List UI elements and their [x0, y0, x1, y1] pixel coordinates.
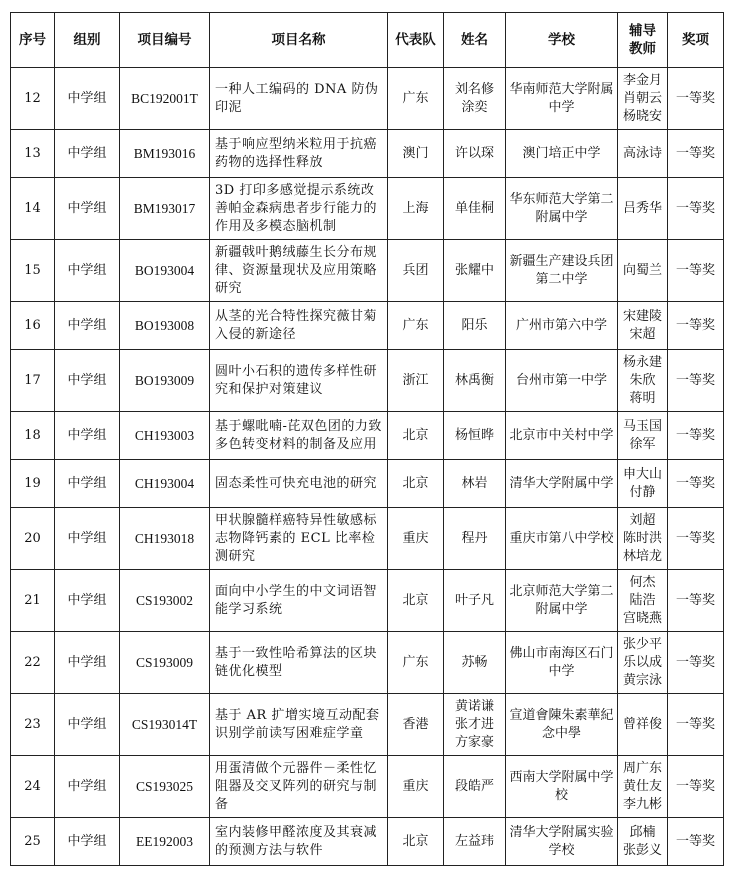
cell-group: 中学组: [55, 130, 120, 178]
cell-title: 基于一致性哈希算法的区块链优化模型: [210, 632, 388, 694]
header-teachers-line: 教师: [629, 41, 656, 57]
cell-no: 21: [11, 570, 55, 632]
cell-title: 室内装修甲醛浓度及其衰减的预测方法与软件: [210, 818, 388, 866]
teacher-name: 徐军: [629, 436, 656, 452]
teacher-name: 周广东: [622, 760, 662, 776]
cell-award: 一等奖: [668, 508, 724, 570]
cell-title: 甲状腺髓样癌特异性敏感标志物降钙素的 ECL 比率检测研究: [210, 508, 388, 570]
table-row: [11, 632, 724, 694]
cell-title: 用蛋清做个元器件－柔性忆阻器及交叉阵列的研究与制备: [210, 756, 388, 818]
cell-teachers: [618, 694, 668, 756]
cell-no: 22: [11, 632, 55, 694]
cell-group: 中学组: [55, 240, 120, 302]
cell-group: 中学组: [55, 460, 120, 508]
cell-names: [444, 68, 506, 130]
teacher-name: 杨永建: [622, 354, 662, 370]
cell-no: 24: [11, 756, 55, 818]
cell-team: 北京: [388, 570, 444, 632]
teacher-name: 乐以成: [622, 654, 662, 670]
cell-team: 浙江: [388, 350, 444, 412]
cell-award: 一等奖: [668, 694, 724, 756]
cell-code: CS193002: [120, 570, 210, 632]
cell-names: [444, 756, 506, 818]
cell-team: 上海: [388, 178, 444, 240]
cell-names: [444, 460, 506, 508]
cell-names: [444, 350, 506, 412]
cell-no: 20: [11, 508, 55, 570]
header-teachers: [618, 13, 668, 68]
table-row: [11, 412, 724, 460]
cell-code: CS193025: [120, 756, 210, 818]
header-row: [11, 13, 724, 68]
cell-code: CH193018: [120, 508, 210, 570]
cell-award: 一等奖: [668, 756, 724, 818]
cell-no: 14: [11, 178, 55, 240]
cell-no: 19: [11, 460, 55, 508]
cell-names: [444, 240, 506, 302]
header-title: 项目名称: [210, 13, 388, 68]
student-name: 刘名修: [454, 81, 494, 97]
teacher-name: 杨晓安: [622, 108, 662, 124]
student-name: 许以琛: [454, 145, 494, 161]
cell-code: BO193009: [120, 350, 210, 412]
teacher-name: 林培龙: [622, 548, 662, 564]
cell-title: 一种人工编码的 DNA 防伪印泥: [210, 68, 388, 130]
cell-team: 兵团: [388, 240, 444, 302]
teacher-name: 邱楠: [629, 824, 656, 840]
student-name: 苏畅: [461, 654, 488, 670]
table-row: [11, 240, 724, 302]
header-code: 项目编号: [120, 13, 210, 68]
cell-title: 圆叶小石积的遗传多样性研究和保护对策建议: [210, 350, 388, 412]
cell-title: 基于 AR 扩增实境互动配套识别学前读写困难症学童: [210, 694, 388, 756]
teacher-name: 黄宗泳: [622, 672, 662, 688]
cell-team: 北京: [388, 460, 444, 508]
award-table: [10, 12, 724, 866]
cell-code: CS193014T: [120, 694, 210, 756]
cell-names: [444, 302, 506, 350]
cell-teachers: [618, 756, 668, 818]
header-no: 序号: [11, 13, 55, 68]
teacher-name: 向蜀兰: [622, 262, 662, 278]
cell-title: 3D 打印多感觉提示系统改善帕金森病患者步行能力的作用及多模态脑机制: [210, 178, 388, 240]
table-row: [11, 130, 724, 178]
cell-names: [444, 508, 506, 570]
cell-names: [444, 130, 506, 178]
cell-no: 18: [11, 412, 55, 460]
student-name: 方家豪: [454, 734, 494, 750]
cell-code: BO193004: [120, 240, 210, 302]
cell-award: 一等奖: [668, 240, 724, 302]
cell-school: 西南大学附属中学校: [506, 756, 618, 818]
cell-team: 北京: [388, 818, 444, 866]
cell-team: 北京: [388, 412, 444, 460]
cell-school: 澳门培正中学: [506, 130, 618, 178]
cell-award: 一等奖: [668, 68, 724, 130]
cell-school: 新疆生产建设兵团第二中学: [506, 240, 618, 302]
cell-award: 一等奖: [668, 570, 724, 632]
teacher-name: 张少平: [622, 636, 662, 652]
cell-group: 中学组: [55, 632, 120, 694]
cell-no: 23: [11, 694, 55, 756]
cell-teachers: [618, 302, 668, 350]
cell-group: 中学组: [55, 68, 120, 130]
teacher-name: 何杰: [629, 574, 656, 590]
cell-award: 一等奖: [668, 460, 724, 508]
teacher-name: 宋建陵: [622, 308, 662, 324]
cell-award: 一等奖: [668, 350, 724, 412]
header-group: 组别: [55, 13, 120, 68]
teacher-name: 黄仕友: [622, 778, 662, 794]
cell-group: 中学组: [55, 818, 120, 866]
teacher-name: 曾祥俊: [622, 716, 662, 732]
teacher-name: 宫晓燕: [622, 610, 662, 626]
cell-group: 中学组: [55, 178, 120, 240]
header-teachers-line: 辅导: [629, 23, 656, 39]
cell-team: 重庆: [388, 756, 444, 818]
teacher-name: 张彭义: [622, 842, 662, 858]
cell-no: 25: [11, 818, 55, 866]
table-row: [11, 508, 724, 570]
student-name: 阳乐: [461, 317, 488, 333]
cell-award: 一等奖: [668, 178, 724, 240]
cell-group: 中学组: [55, 412, 120, 460]
table-row: [11, 818, 724, 866]
cell-names: [444, 412, 506, 460]
cell-school: 华东师范大学第二附属中学: [506, 178, 618, 240]
cell-school: 北京师范大学第二附属中学: [506, 570, 618, 632]
cell-school: 华南师范大学附属中学: [506, 68, 618, 130]
cell-teachers: [618, 178, 668, 240]
student-name: 黄诺谦: [454, 698, 494, 714]
cell-teachers: [618, 570, 668, 632]
cell-title: 固态柔性可快充电池的研究: [210, 460, 388, 508]
student-name: 叶子凡: [454, 592, 494, 608]
cell-code: BM193017: [120, 178, 210, 240]
header-team: 代表队: [388, 13, 444, 68]
student-name: 林岩: [461, 475, 488, 491]
cell-teachers: [618, 350, 668, 412]
cell-teachers: [618, 460, 668, 508]
header-award: 奖项: [668, 13, 724, 68]
cell-code: BM193016: [120, 130, 210, 178]
cell-teachers: [618, 508, 668, 570]
student-name: 杨恒晔: [454, 427, 494, 443]
cell-school: 佛山市南海区石门中学: [506, 632, 618, 694]
header-names: 姓名: [444, 13, 506, 68]
teacher-name: 李金月: [622, 72, 662, 88]
table-row: [11, 350, 724, 412]
cell-award: 一等奖: [668, 302, 724, 350]
student-name: 段皓严: [454, 778, 494, 794]
teacher-name: 付静: [629, 484, 656, 500]
cell-school: 台州市第一中学: [506, 350, 618, 412]
cell-code: BC192001T: [120, 68, 210, 130]
student-name: 单佳桐: [454, 200, 494, 216]
cell-title: 新疆戟叶鹅绒藤生长分布规律、资源量现状及应用策略研究: [210, 240, 388, 302]
teacher-name: 吕秀华: [622, 200, 662, 216]
student-name: 程丹: [461, 530, 488, 546]
cell-names: [444, 818, 506, 866]
cell-code: CH193003: [120, 412, 210, 460]
cell-group: 中学组: [55, 570, 120, 632]
cell-teachers: [618, 632, 668, 694]
cell-title: 基于螺吡喃-芘双色团的力致多色转变材料的制备及应用: [210, 412, 388, 460]
cell-names: [444, 570, 506, 632]
student-name: 张耀中: [454, 262, 494, 278]
cell-group: 中学组: [55, 756, 120, 818]
cell-code: EE192003: [120, 818, 210, 866]
teacher-name: 朱欣: [629, 372, 656, 388]
teacher-name: 肖朝云: [622, 90, 662, 106]
table-row: [11, 756, 724, 818]
cell-names: [444, 694, 506, 756]
cell-teachers: [618, 240, 668, 302]
cell-no: 16: [11, 302, 55, 350]
teacher-name: 蒋明: [629, 390, 656, 406]
table-row: [11, 570, 724, 632]
cell-group: 中学组: [55, 302, 120, 350]
cell-teachers: [618, 818, 668, 866]
teacher-name: 宋超: [629, 326, 656, 342]
teacher-name: 刘超: [629, 512, 656, 528]
table-row: [11, 178, 724, 240]
cell-code: CH193004: [120, 460, 210, 508]
teacher-name: 高泳诗: [622, 145, 662, 161]
cell-names: [444, 178, 506, 240]
cell-team: 重庆: [388, 508, 444, 570]
cell-title: 面向中小学生的中文词语智能学习系统: [210, 570, 388, 632]
cell-award: 一等奖: [668, 818, 724, 866]
cell-teachers: [618, 130, 668, 178]
cell-award: 一等奖: [668, 632, 724, 694]
cell-no: 13: [11, 130, 55, 178]
cell-team: 澳门: [388, 130, 444, 178]
table-row: [11, 694, 724, 756]
cell-group: 中学组: [55, 694, 120, 756]
header-school: 学校: [506, 13, 618, 68]
cell-code: CS193009: [120, 632, 210, 694]
teacher-name: 马玉国: [622, 418, 662, 434]
cell-school: 广州市第六中学: [506, 302, 618, 350]
cell-title: 从茎的光合特性探究薇甘菊入侵的新途径: [210, 302, 388, 350]
cell-award: 一等奖: [668, 130, 724, 178]
cell-team: 香港: [388, 694, 444, 756]
cell-names: [444, 632, 506, 694]
table-row: [11, 68, 724, 130]
student-name: 左益玮: [454, 833, 494, 849]
cell-title: 基于响应型纳米粒用于抗癌药物的选择性释放: [210, 130, 388, 178]
cell-award: 一等奖: [668, 412, 724, 460]
cell-school: 清华大学附属实验学校: [506, 818, 618, 866]
cell-team: 广东: [388, 68, 444, 130]
cell-code: BO193008: [120, 302, 210, 350]
cell-teachers: [618, 68, 668, 130]
cell-group: 中学组: [55, 508, 120, 570]
cell-school: 清华大学附属中学: [506, 460, 618, 508]
teacher-name: 陈时洪: [622, 530, 662, 546]
cell-school: 重庆市第八中学校: [506, 508, 618, 570]
teacher-name: 李九彬: [622, 796, 662, 812]
student-name: 张才进: [454, 716, 494, 732]
cell-no: 12: [11, 68, 55, 130]
teacher-name: 申大山: [622, 466, 662, 482]
cell-school: 北京市中关村中学: [506, 412, 618, 460]
table-row: [11, 460, 724, 508]
cell-group: 中学组: [55, 350, 120, 412]
cell-no: 15: [11, 240, 55, 302]
table-row: [11, 302, 724, 350]
teacher-name: 陆浩: [629, 592, 656, 608]
cell-teachers: [618, 412, 668, 460]
cell-team: 广东: [388, 302, 444, 350]
cell-school: 宣道會陳朱素華紀念中學: [506, 694, 618, 756]
student-name: 林禹衡: [454, 372, 494, 388]
student-name: 涂奕: [461, 99, 488, 115]
cell-no: 17: [11, 350, 55, 412]
cell-team: 广东: [388, 632, 444, 694]
